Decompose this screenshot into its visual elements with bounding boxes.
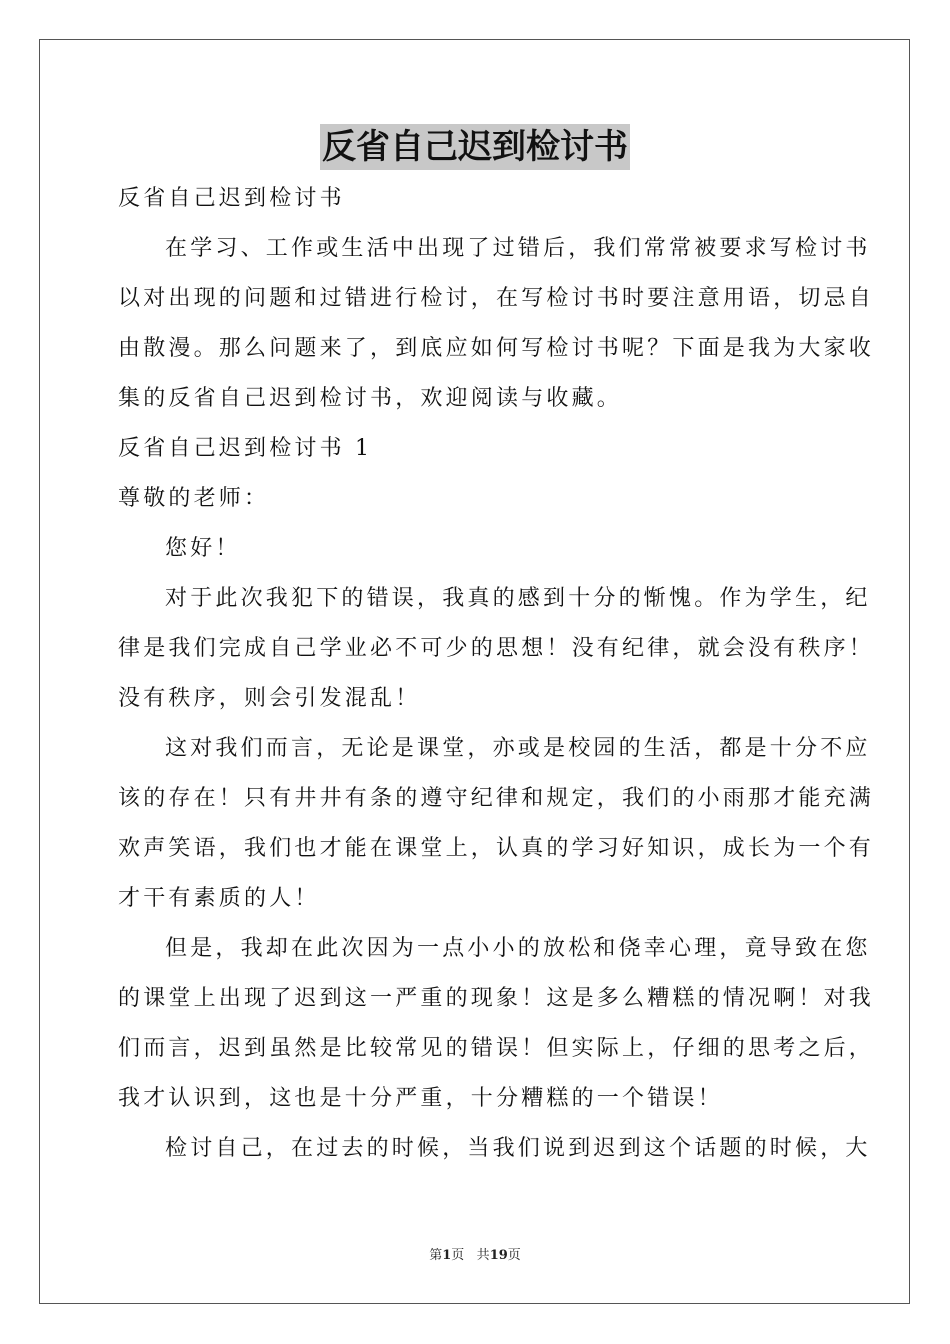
body-line-9: 律是我们完成自己学业必不可少的思想！没有纪律，就会没有秩序！ [118, 636, 875, 661]
footer-total-suffix: 页 [507, 1248, 521, 1263]
body-line-12: 该的存在！只有井井有条的遵守纪律和规定，我们的小雨那才能充满 [118, 786, 875, 811]
body-line-7: 您好！ [165, 536, 241, 561]
document-body [118, 174, 875, 1174]
body-line-10: 没有秩序，则会引发混乱！ [118, 686, 421, 711]
body-line-17: 们而言，迟到虽然是比较常见的错误！但实际上，仔细的思考之后， [118, 1036, 875, 1061]
body-line-5: 反省自己迟到检讨书 1 [118, 436, 373, 461]
body-line-13: 欢声笑语，我们也才能在课堂上，认真的学习好知识，成长为一个有 [118, 836, 875, 861]
body-line-3: 由散漫。那么问题来了，到底应如何写检讨书呢？下面是我为大家收 [118, 336, 875, 361]
body-line-19: 检讨自己，在过去的时候，当我们说到迟到这个话题的时候，大 [165, 1136, 871, 1161]
body-line-6: 尊敬的老师： [118, 486, 270, 511]
footer-total-prefix: 共 [476, 1248, 490, 1263]
footer-page-suffix: 页 [451, 1248, 465, 1263]
body-line-2: 以对出现的问题和过错进行检讨，在写检讨书时要注意用语，切忌自 [118, 286, 875, 311]
body-line-4: 集的反省自己迟到检讨书，欢迎阅读与收藏。 [118, 386, 623, 411]
body-line-1: 在学习、工作或生活中出现了过错后，我们常常被要求写检讨书 [165, 236, 871, 261]
title-container [0, 124, 950, 170]
body-line-18: 我才认识到，这也是十分严重，十分糟糕的一个错误！ [118, 1086, 723, 1111]
body-line-14: 才干有素质的人！ [118, 886, 320, 911]
body-line-16: 的课堂上出现了迟到这一严重的现象！这是多么糟糕的情况啊！对我 [118, 986, 875, 1011]
body-line-15: 但是，我却在此次因为一点小小的放松和侥幸心理，竟导致在您 [165, 936, 871, 961]
footer-page-prefix: 第 [429, 1248, 443, 1263]
footer-total-pages: 19 [489, 1248, 508, 1263]
footer-page-number: 1 [442, 1248, 452, 1263]
body-line-0: 反省自己迟到检讨书 [118, 186, 345, 211]
page-footer [0, 1246, 950, 1266]
document-title: 反省自己迟到检讨书 [320, 124, 630, 170]
body-line-8: 对于此次我犯下的错误，我真的感到十分的惭愧。作为学生，纪 [165, 586, 871, 611]
body-line-11: 这对我们而言，无论是课堂，亦或是校园的生活，都是十分不应 [165, 736, 871, 761]
